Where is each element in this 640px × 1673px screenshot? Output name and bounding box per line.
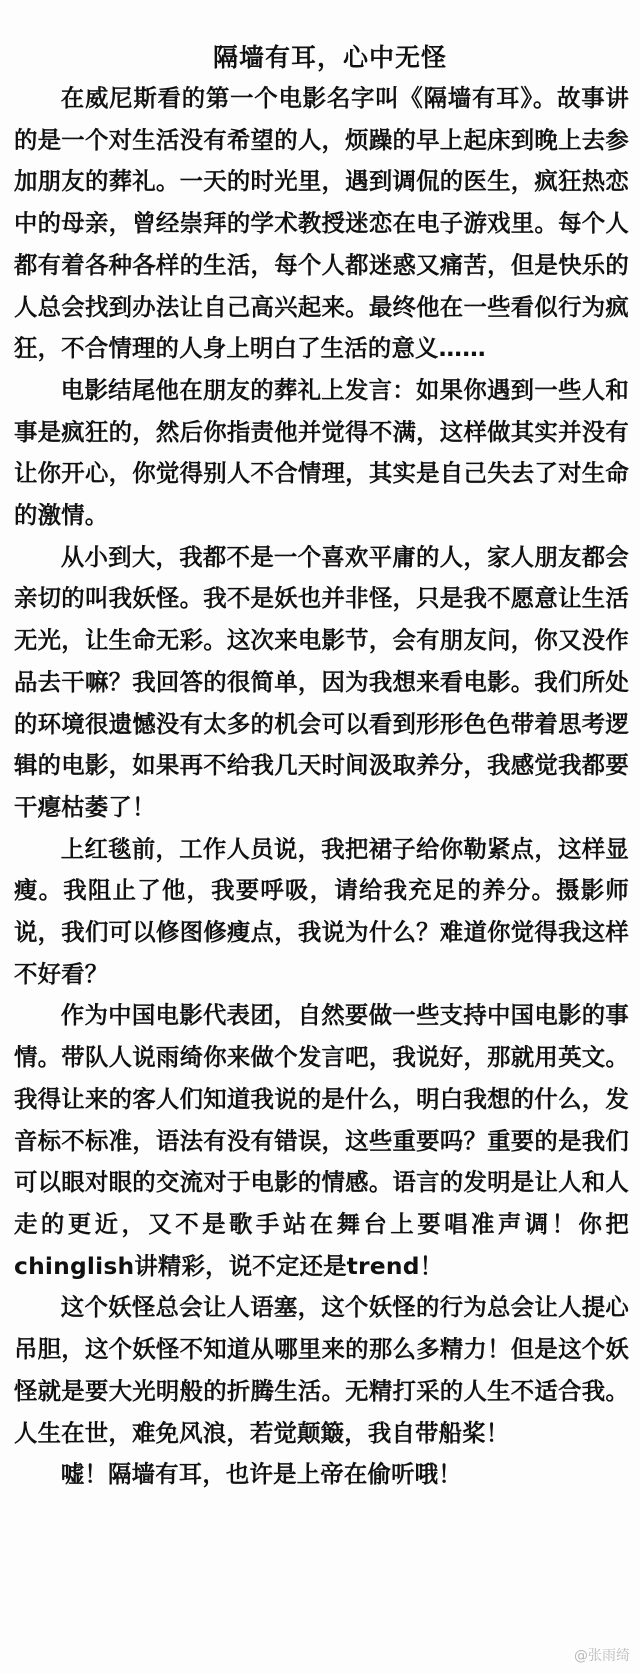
paragraph-1: 在威尼斯看的第一个电影名字叫《隔墙有耳》。故事讲的是一个对生活没有希望的人，烦躁的早上起床到晚上去参加朋友的葬礼。一天的时光里，遇到调侃的医生，疯狂热恋中的母亲，曾经崇拜的学术教授迷恋在电子游戏里。每个人都有着各种各样的生活，每个人都迷惑又痛苦，但是快乐的人总会找到办法让自己高兴起来。最终他在一些看似行为疯狂，不合情理的人身上明白了生活的意义…… [14,84,629,363]
paragraph-3: 从小到大，我都不是一个喜欢平庸的人，家人朋友都会亲切的叫我妖怪。我不是妖也并非怪，只是我不愿意让生活无光，让生命无彩。这次来电影节，会有朋友问，你又没作品去干嘛？我回答的很简单，因为我想来看电影。我们所处的环境很遗憾没有太多的机会可以看到形形色色带着思考逻辑的电影，如果再不给我几天时间汲取养分，我感觉我都要干瘪枯萎了！ [14,542,629,821]
paragraph-2: 电影结尾他在朋友的葬礼上发言：如果你遇到一些人和事是疯狂的，然后你指责他并觉得不满，这样做其实并没有让你开心，你觉得别人不合情理，其实是自己失去了对生命的激情。 [14,375,629,530]
paragraph-7: 嘘！隔墙有耳，也许是上帝在偷听哦！ [60,1460,462,1489]
document-body [14,78,629,1496]
author-watermark: @张雨绮 [574,1648,630,1664]
paragraph-4: 上红毯前，工作人员说，我把裙子给你勒紧点，这样显瘦。我阻止了他，我要呼吸，请给我充足的养分。摄影师说，我们可以修图修瘦点，我说为什么？难道你觉得我这样不好看？ [14,834,629,988]
document-title: 隔墙有耳，心中无怪 [212,43,447,72]
paragraph-5: 作为中国电影代表团，自然要做一些支持中国电影的事情。带队人说雨绮你来做个发言吧，我说好，那就用英文。我得让来的客人们知道我说的是什么，明白我想的什么，发音标不标准，语法有没有错误，这些重要吗？重要的是我们可以眼对眼的交流对于电影的情感。语言的发明是让人和人走的更近，又不是歌手站在舞台上要唱准声调！你把chinglish讲精彩，说不定还是trend！ [14,1001,629,1280]
paragraph-6: 这个妖怪总会让人语塞，这个妖怪的行为总会让人提心吊胆，这个妖怪不知道从哪里来的那么多精力！但是这个妖怪就是要大光明般的折腾生活。无精打采的人生不适合我。人生在世，难免风浪，若觉颠簸，我自带船桨！ [14,1293,629,1447]
